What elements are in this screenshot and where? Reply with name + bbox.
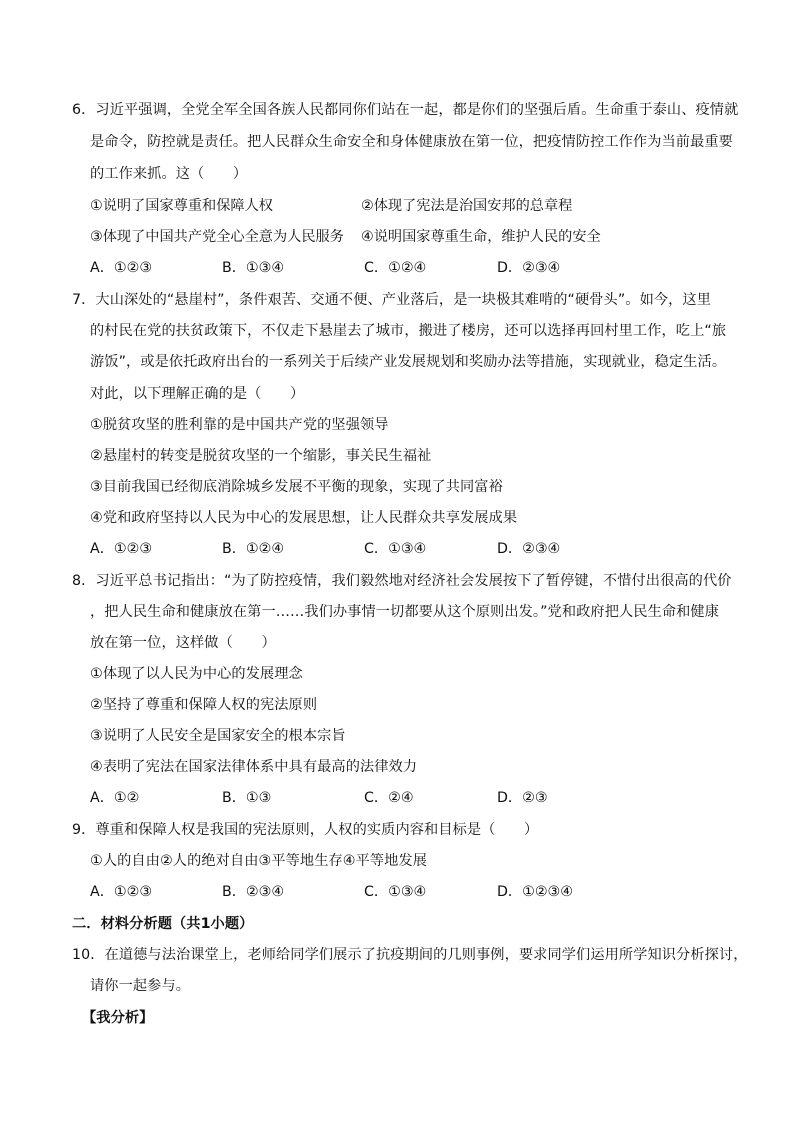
- question-9-choice-d[interactable]: D．①②③④: [497, 884, 573, 900]
- question-6-choice-a[interactable]: A．①②③: [90, 260, 153, 276]
- question-7-statement-4: ④党和政府坚持以人民为中心的发展思想，让人民群众共享发展成果: [90, 510, 518, 526]
- question-8-statement-2: ②坚持了尊重和保障人权的宪法原则: [90, 697, 318, 713]
- question-7-choice-d[interactable]: D．②③④: [497, 541, 561, 557]
- question-6-choice-c[interactable]: C．①②④: [364, 260, 427, 276]
- question-8-choice-b[interactable]: B．①③: [222, 790, 272, 806]
- question-6-statement-4: ④说明国家尊重生命，维护人民的安全: [361, 229, 601, 245]
- question-8-statement-1: ①体现了以人民为中心的发展理念: [90, 666, 303, 682]
- question-6-statement-2: ②体现了宪法是治国安邦的总章程: [361, 198, 573, 214]
- question-7-line-4: 对此，以下理解正确的是（ ）: [90, 386, 305, 402]
- question-10-subheading: 【我分析】: [82, 1010, 154, 1026]
- question-8-statement-3: ③说明了人民安全是国家安全的根本宗旨: [90, 728, 346, 744]
- question-10-line-2: 请你一起参与。: [90, 978, 191, 994]
- question-8-statement-4: ④表明了宪法在国家法律体系中具有最高的法律效力: [90, 759, 418, 775]
- section-2-heading: 二．材料分析题（共1小题）: [72, 916, 254, 932]
- question-8-line-2: ，把人民生命和健康放在第一……我们办事情一切都要从这个原则出发。”党和政府把人民生命和健康: [90, 604, 720, 620]
- question-7-line-1: 7．大山深处的“悬崖村”，条件艰苦、交通不便、产业落后，是一块极其难啃的“硬骨头”。如今，这里: [72, 292, 712, 308]
- question-10-line-1: 10．在道德与法治课堂上，老师给同学们展示了抗疫期间的几则事例，要求同学们运用所学知识分析探讨，: [72, 947, 748, 963]
- question-6-choice-b[interactable]: B．①③④: [222, 260, 285, 276]
- question-8-choice-d[interactable]: D．②③: [497, 790, 548, 806]
- question-6-line-2: 是命令，防控就是责任。把人民群众生命安全和身体健康放在第一位，把疫情防控工作作为当前最重要: [90, 134, 733, 150]
- question-8-choice-c[interactable]: C．②④: [364, 790, 414, 806]
- question-7-choice-c[interactable]: C．①③④: [364, 541, 427, 557]
- question-9-line-1: 9．尊重和保障人权是我国的宪法原则，人权的实质内容和目标是（ ）: [72, 822, 539, 838]
- question-9-choice-c[interactable]: C．①③④: [364, 884, 427, 900]
- question-7-line-3: 游饭”，或是依托政府出台的一系列关于后续产业发展规划和奖励办法等措施，实现就业，稳定生活。: [90, 354, 727, 370]
- question-7-choice-b[interactable]: B．①②④: [222, 541, 285, 557]
- question-9-choice-a[interactable]: A．①②③: [90, 884, 153, 900]
- question-7-statement-2: ②悬崖村的转变是脱贫攻坚的一个缩影，事关民生福祉: [90, 448, 432, 464]
- question-6-line-1: 6．习近平强调，全党全军全国各族人民都同你们站在一起，都是你们的坚强后盾。生命重于泰山、疫情就: [72, 102, 739, 118]
- question-6-choice-d[interactable]: D．②③④: [497, 260, 561, 276]
- question-7-statement-3: ③目前我国已经彻底消除城乡发展不平衡的现象，实现了共同富裕: [90, 479, 503, 495]
- question-9-choice-b[interactable]: B．②③④: [222, 884, 285, 900]
- question-8-choice-a[interactable]: A．①②: [90, 790, 140, 806]
- question-7-line-2: 的村民在党的扶贫政策下，不仅走下悬崖去了城市，搬进了楼房，还可以选择再回村里工作，吃上“旅: [90, 323, 727, 339]
- question-8-line-1: 8．习近平总书记指出：“为了防控疫情，我们毅然地对经济社会发展按下了暂停键，不惜付出很高的代价: [72, 573, 732, 589]
- question-6-statement-1: ①说明了国家尊重和保障人权: [90, 198, 273, 214]
- question-9-statement-1: ①人的自由②人的绝对自由③平等地生存④平等地发展: [90, 853, 428, 869]
- question-6-line-3: 的工作来抓。这（ ）: [90, 166, 248, 182]
- question-8-line-3: 放在第一位，这样做（ ）: [90, 635, 276, 651]
- question-7-choice-a[interactable]: A．①②③: [90, 541, 153, 557]
- question-7-statement-1: ①脱贫攻坚的胜利靠的是中国共产党的坚强领导: [90, 417, 389, 433]
- question-6-statement-3: ③体现了中国共产党全心全意为人民服务: [90, 229, 344, 245]
